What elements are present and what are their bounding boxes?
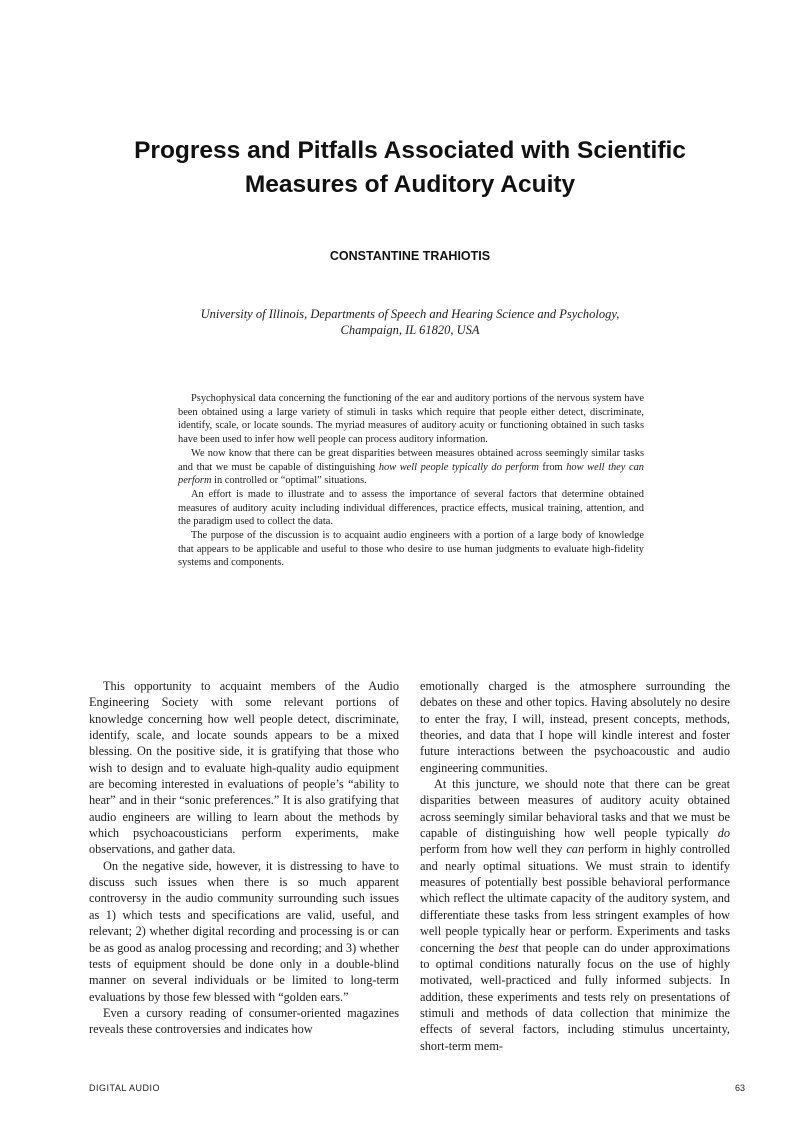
footer-page-number: 63 (734, 1083, 745, 1093)
body-right-p2-text-d: that people can do under approximations to optimal conditions naturally focus on the use of highly motivated, well-practiced and fully informed subjects. In addition, these experiments and tests rely on presentations of stimuli and methods of data collection that minimize the effects of several factors, including stimulus uncertainty, short-term mem- (420, 940, 730, 1053)
body-right-p2-emphasis-1: do (717, 826, 730, 841)
body-right-paragraph-1: emotionally charged is the atmosphere surrounding the debates on these and other topics. Having absolutely no desire to enter the fray, I will, instead, present concepts, methods, theories, and data that I hope will kindle interest and foster future interactions between the psychoacoustic and audio engineering communities. (420, 679, 730, 775)
affiliation-line-2: Champaign, IL 61820, USA (340, 323, 480, 337)
abstract-paragraph-3: An effort is made to illustrate and to assess the importance of several factors that determine obtained measures of auditory acuity including individual differences, practice effects, musical training, attention, and the paradigm used to collect the data. (178, 488, 644, 528)
abstract-p2-text-b: from (538, 461, 567, 473)
affiliation-line-1: University of Illinois, Departments of Speech and Hearing Science and Psychology, (200, 307, 620, 321)
abstract (178, 392, 644, 570)
body-right-paragraph-2 (420, 776, 730, 1054)
body-right-p2-text-b: perform from how well they (420, 842, 567, 857)
footer-journal-name: DIGITAL AUDIO (89, 1083, 161, 1093)
body-left-paragraph-1: This opportunity to acquaint members of the Audio Engineering Society with some relevant portions of knowledge concerning how well people detect, discriminate, identify, scale, and locate sounds appears to be a mixed blessing. On the positive side, it is gratifying that those who wish to design and to evaluate high-quality audio equipment are becoming interested in evaluations of people’s “ability to hear” and in their “sonic preferences.” It is also gratifying that audio engineers are willing to learn about the methods by which psychoacousticians perform experiments, make observations, and gather data. (89, 679, 399, 857)
abstract-paragraph-2 (178, 447, 644, 488)
author-name: CONSTANTINE TRAHIOTIS (329, 249, 491, 263)
body-column-right (420, 678, 730, 1054)
title-line-1: Progress and Pitfalls Associated with Scientific (134, 137, 686, 164)
body-right-p2-text-a: At this juncture, we should note that there can be great disparities between measures of auditory acuity obtained across seemingly similar behavioral tasks and that we must be capable of distinguishing how well people typically (420, 777, 730, 841)
body-left-paragraph-2: On the negative side, however, it is distressing to have to discuss such issues when there is so much apparent controversy in the audio community surrounding such issues as 1) which tests and specifications are valid, useful, and relevant; 2) whether digital recording and processing is or can be as good as analog processing and recording; and 3) whether tests of equipment should be done only in a double-blind manner on several individuals or be limited to long-term evaluations by those few blessed with “golden ears.” (89, 858, 399, 1004)
abstract-paragraph-4: The purpose of the discussion is to acquaint audio engineers with a portion of a large body of knowledge that appears to be applicable and useful to those who desire to use human judgments to evaluate high-fidelity systems and components. (178, 530, 644, 569)
body-right-p2-emphasis-3: best (498, 940, 519, 955)
abstract-p2-emphasis-2: how well they can perform (178, 461, 644, 487)
title-line-2: Measures of Auditory Acuity (244, 171, 576, 198)
abstract-paragraph-1: Psychophysical data concerning the functioning of the ear and auditory portions of the nervous system have been obtained using a large variety of stimuli in tasks which require that people either detect, discriminate, identify, scale, or locate sounds. The myriad measures of auditory acuity or functioning obtained in such tasks have been used to infer how well people can process auditory information. (178, 393, 644, 446)
abstract-p2-text-c: in controlled or “optimal” situations. (211, 475, 367, 487)
abstract-p2-text-a: We now know that there can be great disparities between measures obtained across seemingly similar tasks and that we must be capable of distinguishing (178, 447, 644, 473)
abstract-p2-emphasis-1: how well people typically do perform (378, 461, 539, 473)
author-affiliation (60, 306, 760, 338)
paper-title (60, 134, 760, 202)
body-right-p2-emphasis-2: can (566, 842, 585, 857)
body-right-p2-text-c: perform in highly controlled and nearly optimal situations. We must strain to identify measures of potentially best possible behavioral performance which reflect the ultimate capacity of the auditory system, and differentiate these tasks from less stringent examples of how well people typically hear or perform. Experiments and tasks concerning the (420, 842, 731, 955)
body-column-left (89, 678, 399, 1038)
body-left-paragraph-3: Even a cursory reading of consumer-oriented magazines reveals these controversies and indicates how (89, 1005, 399, 1037)
